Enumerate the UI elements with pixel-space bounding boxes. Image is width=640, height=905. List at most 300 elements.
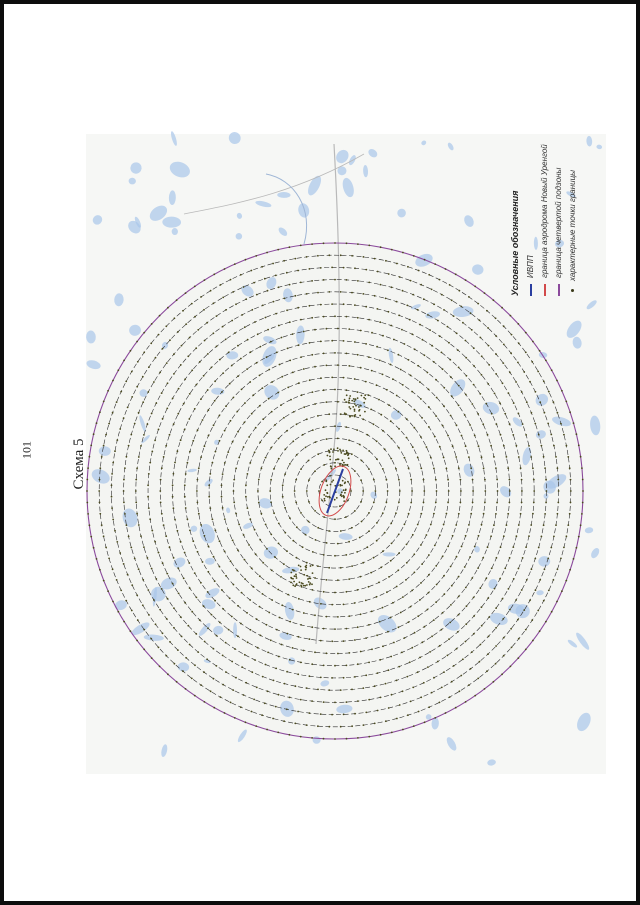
characteristic-point <box>282 496 284 498</box>
characteristic-point <box>300 319 302 321</box>
characteristic-point <box>259 575 261 577</box>
characteristic-point <box>343 489 345 491</box>
characteristic-point <box>453 315 455 317</box>
characteristic-point <box>368 699 370 701</box>
characteristic-point <box>230 560 232 562</box>
characteristic-point <box>200 582 202 584</box>
characteristic-point <box>353 398 355 400</box>
characteristic-point <box>224 462 226 464</box>
characteristic-point <box>251 567 253 569</box>
characteristic-point <box>296 526 298 528</box>
characteristic-point <box>172 496 174 498</box>
characteristic-point <box>435 479 437 481</box>
characteristic-point <box>123 563 125 565</box>
characteristic-point <box>453 665 455 667</box>
characteristic-point <box>401 329 403 331</box>
characteristic-point <box>284 448 286 450</box>
characteristic-point <box>334 242 336 244</box>
characteristic-point <box>349 416 351 418</box>
characteristic-point <box>347 500 349 502</box>
characteristic-point <box>428 389 430 391</box>
characteristic-point <box>278 325 280 327</box>
characteristic-point <box>238 457 240 459</box>
characteristic-point <box>339 484 341 486</box>
characteristic-point <box>433 468 435 470</box>
characteristic-point <box>241 666 243 668</box>
characteristic-point <box>305 565 307 567</box>
characteristic-point <box>187 462 189 464</box>
characteristic-point <box>207 591 209 593</box>
characteristic-point <box>376 540 378 542</box>
characteristic-point <box>396 680 398 682</box>
characteristic-point <box>185 507 187 509</box>
characteristic-point <box>299 581 301 583</box>
characteristic-point <box>187 625 189 627</box>
characteristic-point <box>167 673 169 675</box>
characteristic-point <box>443 575 445 577</box>
characteristic-point <box>320 267 322 269</box>
characteristic-point <box>496 423 498 425</box>
characteristic-point <box>525 352 527 354</box>
characteristic-point <box>487 653 489 655</box>
characteristic-point <box>484 502 486 504</box>
aerodrome-zone-map <box>4 4 636 901</box>
characteristic-point <box>337 364 339 366</box>
characteristic-point <box>154 541 156 543</box>
characteristic-point <box>213 648 215 650</box>
characteristic-point <box>339 449 341 451</box>
characteristic-point <box>495 353 497 355</box>
characteristic-point <box>259 375 261 377</box>
characteristic-point <box>235 303 237 305</box>
characteristic-point <box>251 309 253 311</box>
characteristic-point <box>194 316 196 318</box>
characteristic-point <box>360 501 362 503</box>
characteristic-point <box>111 507 113 509</box>
characteristic-point <box>268 612 270 614</box>
characteristic-point <box>428 574 430 576</box>
characteristic-point <box>349 395 351 397</box>
characteristic-point <box>183 578 185 580</box>
characteristic-point <box>231 365 233 367</box>
characteristic-point <box>289 321 291 323</box>
characteristic-point <box>430 457 432 459</box>
characteristic-point <box>202 419 204 421</box>
characteristic-point <box>281 644 283 646</box>
characteristic-point <box>259 441 261 443</box>
characteristic-point <box>377 308 379 310</box>
characteristic-point <box>268 582 270 584</box>
characteristic-point <box>153 381 155 383</box>
characteristic-point <box>337 616 339 618</box>
characteristic-point <box>398 354 400 356</box>
characteristic-point <box>380 566 382 568</box>
characteristic-point <box>207 409 209 411</box>
characteristic-point <box>211 614 213 616</box>
characteristic-point <box>178 593 180 595</box>
characteristic-point <box>173 557 175 559</box>
characteristic-point <box>241 314 243 316</box>
characteristic-point <box>525 332 527 334</box>
characteristic-point <box>136 640 138 642</box>
characteristic-point <box>430 524 432 526</box>
characteristic-point <box>244 402 246 404</box>
characteristic-point <box>382 374 384 376</box>
characteristic-point <box>287 633 289 635</box>
characteristic-point <box>268 369 270 371</box>
characteristic-point <box>539 401 541 403</box>
characteristic-point <box>465 587 467 589</box>
characteristic-point <box>128 536 130 538</box>
characteristic-point <box>532 513 534 515</box>
characteristic-point <box>219 440 221 442</box>
characteristic-point <box>468 456 470 458</box>
characteristic-point <box>382 430 384 432</box>
characteristic-point <box>354 639 356 641</box>
characteristic-point <box>469 424 471 426</box>
characteristic-point <box>478 445 480 447</box>
characteristic-point <box>484 688 486 690</box>
characteristic-point <box>274 424 276 426</box>
characteristic-point <box>473 597 475 599</box>
characteristic-point <box>470 513 472 515</box>
characteristic-point <box>509 479 511 481</box>
characteristic-point <box>300 468 302 470</box>
characteristic-point <box>449 696 451 698</box>
characteristic-point <box>344 399 346 401</box>
characteristic-point <box>458 596 460 598</box>
characteristic-point <box>248 436 250 438</box>
characteristic-point <box>251 671 253 673</box>
characteristic-point <box>151 451 153 453</box>
characteristic-point <box>240 358 242 360</box>
characteristic-point <box>509 423 511 425</box>
characteristic-point <box>300 282 302 284</box>
characteristic-point <box>303 585 305 587</box>
characteristic-point <box>173 353 175 355</box>
characteristic-point <box>277 249 279 251</box>
characteristic-point <box>537 610 539 612</box>
characteristic-point <box>361 460 363 462</box>
characteristic-point <box>509 490 511 492</box>
characteristic-point <box>207 571 209 573</box>
characteristic-point <box>443 387 445 389</box>
characteristic-point <box>173 607 175 609</box>
characteristic-point <box>517 362 519 364</box>
characteristic-point <box>471 577 473 579</box>
characteristic-point <box>451 299 453 301</box>
characteristic-point <box>354 470 356 472</box>
characteristic-point <box>256 618 258 620</box>
characteristic-point <box>582 479 584 481</box>
characteristic-point <box>160 479 162 481</box>
characteristic-point <box>325 495 327 497</box>
characteristic-point <box>243 446 245 448</box>
characteristic-point <box>331 377 333 379</box>
characteristic-point <box>265 664 267 666</box>
characteristic-point <box>271 411 273 413</box>
characteristic-point <box>428 554 430 556</box>
characteristic-point <box>310 578 312 580</box>
characteristic-point <box>163 524 165 526</box>
characteristic-point <box>265 457 267 459</box>
legend-label-aerodrome-boundary: граница аэродрома Новый Уренгой <box>540 144 549 278</box>
characteristic-point <box>273 680 275 682</box>
characteristic-point <box>465 641 467 643</box>
characteristic-point <box>402 729 404 731</box>
characteristic-point <box>213 273 215 275</box>
characteristic-point <box>123 502 125 504</box>
characteristic-point <box>346 389 348 391</box>
characteristic-point <box>281 604 283 606</box>
characteristic-point <box>329 475 331 477</box>
characteristic-point <box>429 329 431 331</box>
characteristic-point <box>391 438 393 440</box>
characteristic-point <box>147 496 149 498</box>
characteristic-point <box>309 584 311 586</box>
characteristic-point <box>530 456 532 458</box>
characteristic-point <box>298 344 300 346</box>
characteristic-point <box>259 405 261 407</box>
characteristic-point <box>311 700 313 702</box>
characteristic-point <box>363 402 365 404</box>
characteristic-point <box>127 574 129 576</box>
characteristic-point <box>409 319 411 321</box>
characteristic-point <box>331 677 333 679</box>
characteristic-point <box>337 438 339 440</box>
characteristic-point <box>199 361 201 363</box>
characteristic-point <box>292 372 294 374</box>
characteristic-point <box>343 495 345 497</box>
characteristic-point <box>235 513 237 515</box>
characteristic-point <box>495 317 497 319</box>
characteristic-point <box>399 704 401 706</box>
characteristic-point <box>148 473 150 475</box>
characteristic-point <box>375 490 377 492</box>
characteristic-point <box>296 423 298 425</box>
characteristic-point <box>354 304 356 306</box>
characteristic-point <box>443 524 445 526</box>
characteristic-point <box>215 451 217 453</box>
characteristic-point <box>347 401 349 403</box>
characteristic-point <box>398 501 400 503</box>
legend-label-subzone-boundary: граница четвертой подзоны <box>554 167 563 278</box>
characteristic-point <box>206 658 208 660</box>
characteristic-point <box>221 496 223 498</box>
characteristic-point <box>343 303 345 305</box>
characteristic-point <box>317 415 319 417</box>
characteristic-point <box>386 389 388 391</box>
characteristic-point <box>204 279 206 281</box>
characteristic-point <box>327 455 329 457</box>
characteristic-point <box>181 636 183 638</box>
characteristic-point <box>382 550 384 552</box>
characteristic-point <box>355 405 357 407</box>
characteristic-point <box>286 430 288 432</box>
characteristic-point <box>276 629 278 631</box>
characteristic-point <box>407 714 409 716</box>
characteristic-point <box>284 532 286 534</box>
characteristic-point <box>187 355 189 357</box>
characteristic-point <box>436 584 438 586</box>
characteristic-point <box>197 651 199 653</box>
characteristic-point <box>300 566 302 568</box>
characteristic-point <box>326 401 328 403</box>
characteristic-point <box>290 582 292 584</box>
characteristic-point <box>468 296 470 298</box>
characteristic-point <box>439 335 441 337</box>
characteristic-point <box>357 317 359 319</box>
characteristic-point <box>126 456 128 458</box>
characteristic-point <box>136 386 138 388</box>
characteristic-point <box>191 678 193 680</box>
characteristic-point <box>99 502 101 504</box>
characteristic-point <box>362 562 364 564</box>
characteristic-point <box>443 405 445 407</box>
characteristic-point <box>351 565 353 567</box>
characteristic-point <box>465 357 467 359</box>
characteristic-point <box>295 502 297 504</box>
characteristic-point <box>368 624 370 626</box>
characteristic-point <box>413 427 415 429</box>
characteristic-point <box>376 522 378 524</box>
characteristic-point <box>216 635 218 637</box>
characteristic-point <box>320 677 322 679</box>
characteristic-point <box>525 629 527 631</box>
characteristic-point <box>254 321 256 323</box>
characteristic-point <box>348 439 350 441</box>
characteristic-point <box>103 580 105 582</box>
characteristic-point <box>204 535 206 537</box>
characteristic-point <box>130 547 132 549</box>
characteristic-point <box>234 717 236 719</box>
characteristic-point <box>330 484 332 486</box>
characteristic-point <box>367 546 369 548</box>
characteristic-point <box>495 627 497 629</box>
characteristic-point <box>408 359 410 361</box>
characteristic-point <box>154 439 156 441</box>
characteristic-point <box>86 490 88 492</box>
characteristic-point <box>329 452 331 454</box>
characteristic-point <box>130 350 132 352</box>
characteristic-point <box>354 410 356 412</box>
characteristic-point <box>244 578 246 580</box>
characteristic-point <box>103 401 105 403</box>
characteristic-point <box>376 384 378 386</box>
characteristic-point <box>343 500 345 502</box>
characteristic-point <box>135 479 137 481</box>
characteristic-point <box>143 629 145 631</box>
characteristic-point <box>326 652 328 654</box>
characteristic-point <box>465 279 467 281</box>
characteristic-point <box>533 479 535 481</box>
characteristic-point <box>360 479 362 481</box>
characteristic-point <box>189 587 191 589</box>
characteristic-point <box>184 378 186 380</box>
characteristic-point <box>177 450 179 452</box>
characteristic-point <box>323 701 325 703</box>
characteristic-point <box>334 465 336 467</box>
characteristic-point <box>162 348 164 350</box>
characteristic-point <box>222 684 224 686</box>
characteristic-point <box>306 575 308 577</box>
characteristic-point <box>533 502 535 504</box>
characteristic-point <box>138 412 140 414</box>
characteristic-point <box>295 584 297 586</box>
characteristic-point <box>303 406 305 408</box>
characteristic-point <box>166 573 168 575</box>
characteristic-point <box>334 352 336 354</box>
characteristic-point <box>510 628 512 630</box>
characteristic-point <box>289 697 291 699</box>
characteristic-point <box>354 602 356 604</box>
characteristic-point <box>161 467 163 469</box>
characteristic-point <box>529 381 531 383</box>
characteristic-point <box>368 468 370 470</box>
characteristic-point <box>233 584 235 586</box>
characteristic-point <box>494 393 496 395</box>
characteristic-point <box>490 535 492 537</box>
characteristic-point <box>546 490 548 492</box>
characteristic-point <box>553 445 555 447</box>
characteristic-point <box>185 688 187 690</box>
characteristic-point <box>484 479 486 481</box>
characteristic-point <box>107 390 109 392</box>
characteristic-point <box>487 434 489 436</box>
characteristic-point <box>214 400 216 402</box>
characteristic-point <box>189 451 191 453</box>
characteristic-point <box>329 456 331 458</box>
characteristic-point <box>334 425 336 427</box>
characteristic-point <box>412 687 414 689</box>
characteristic-point <box>354 510 356 512</box>
characteristic-point <box>237 375 239 377</box>
characteristic-point <box>370 409 372 411</box>
characteristic-point <box>305 569 307 571</box>
characteristic-point <box>543 456 545 458</box>
characteristic-point <box>262 562 264 564</box>
characteristic-point <box>187 518 189 520</box>
characteristic-point <box>348 406 350 408</box>
characteristic-point <box>580 524 582 526</box>
characteristic-point <box>343 714 345 716</box>
characteristic-point <box>392 602 394 604</box>
characteristic-point <box>414 572 416 574</box>
characteristic-point <box>220 696 222 698</box>
characteristic-point <box>314 329 316 331</box>
characteristic-point <box>254 451 256 453</box>
characteristic-point <box>406 676 408 678</box>
characteristic-point <box>509 372 511 374</box>
characteristic-point <box>241 592 243 594</box>
characteristic-point <box>256 362 258 364</box>
characteristic-point <box>380 697 382 699</box>
characteristic-point <box>368 586 370 588</box>
characteristic-point <box>423 490 425 492</box>
characteristic-point <box>377 672 379 674</box>
characteristic-point <box>556 601 558 603</box>
characteristic-point <box>447 501 449 503</box>
characteristic-point <box>386 479 388 481</box>
characteristic-point <box>351 527 353 529</box>
characteristic-point <box>284 683 286 685</box>
characteristic-point <box>317 725 319 727</box>
characteristic-point <box>555 524 557 526</box>
characteristic-point <box>567 456 569 458</box>
characteristic-point <box>346 242 348 244</box>
characteristic-point <box>292 569 294 571</box>
characteristic-point <box>452 535 454 537</box>
